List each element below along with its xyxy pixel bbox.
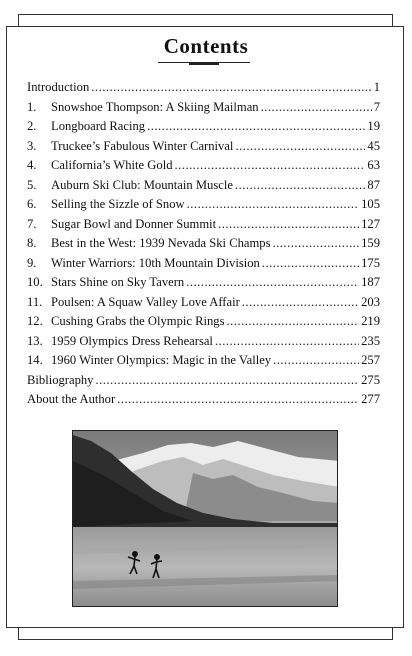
toc-entry-page: 219 [361, 314, 380, 328]
toc-entry-page: 275 [361, 372, 380, 387]
dot-leader [272, 236, 359, 251]
toc-entry-title: 1959 Olympics Dress Rehearsal [51, 333, 213, 348]
toc-entry [27, 217, 380, 237]
toc-entry-number: 4. [27, 158, 37, 172]
dot-leader [187, 197, 359, 212]
toc-entry-title: Bibliography [27, 372, 94, 387]
toc-entry [27, 197, 380, 217]
toc-entry-number: 1. [27, 99, 37, 114]
toc-entry-number: 7. [27, 216, 37, 231]
dot-leader [235, 178, 365, 193]
toc-entry-number: 2. [27, 119, 37, 133]
toc-entry-page: 235 [361, 333, 380, 348]
toc-entry [27, 80, 380, 100]
dot-leader [95, 373, 359, 388]
toc-entry-title: 1960 Winter Olympics: Magic in the Valley [51, 353, 272, 367]
toc-entry-page: 203 [361, 294, 380, 309]
toc-entry-title: Best in the West: 1939 Nevada Ski Champs [51, 236, 271, 250]
toc-entry-page: 7 [373, 99, 380, 114]
toc-entry-number: 5. [27, 177, 37, 192]
toc-entry-title: Winter Warriors: 10th Mountain Division [51, 255, 260, 270]
toc-entry-title: Stars Shine on Sky Tavern [51, 275, 185, 289]
toc-entry-title: Truckee’s Fabulous Winter Carnival [51, 138, 234, 153]
dot-leader [91, 80, 371, 95]
toc-entry-number: 8. [27, 236, 37, 250]
toc-entry-page: 63 [367, 158, 380, 172]
toc-entry [27, 236, 380, 256]
toc-entry-title: Cushing Grabs the Olympic Rings [51, 314, 225, 328]
toc-entry-title: Auburn Ski Club: Mountain Muscle [51, 177, 233, 192]
toc-entry-number: 9. [27, 255, 37, 270]
dot-leader [117, 392, 359, 407]
dot-leader [215, 334, 359, 349]
photo-image [73, 431, 338, 607]
toc-entry-page: 175 [361, 255, 380, 270]
toc-entry-page: 1 [373, 80, 380, 94]
toc-entry-number: 10. [27, 275, 43, 289]
toc-entry-title: Longboard Racing [51, 119, 146, 133]
toc-entry [27, 100, 380, 120]
toc-entry [27, 314, 380, 334]
toc-entry-page: 159 [361, 236, 380, 250]
toc-entry-page: 127 [361, 216, 380, 231]
toc-entry-title: California’s White Gold [51, 158, 173, 172]
toc-entry [27, 158, 380, 178]
dot-leader [262, 256, 359, 271]
toc-entry [27, 178, 380, 198]
toc-entry [27, 256, 380, 276]
toc-entry-title: Snowshoe Thompson: A Skiing Mailman [51, 99, 259, 114]
toc-entry-page: 187 [361, 275, 380, 289]
toc-entry-number: 12. [27, 314, 43, 328]
dot-leader [147, 119, 365, 134]
dot-leader [242, 295, 359, 310]
dot-leader [235, 139, 365, 154]
toc-entry [27, 392, 380, 412]
toc-entry-page: 105 [361, 197, 380, 211]
toc-entry-page: 87 [367, 177, 380, 192]
toc-entry [27, 275, 380, 295]
toc-entry-title: Selling the Sizzle of Snow [51, 197, 185, 211]
toc-entry-title: Introduction [27, 80, 90, 94]
dot-leader [227, 314, 360, 329]
toc-entry-page: 45 [367, 138, 380, 153]
toc-entry [27, 139, 380, 159]
toc-entry-page: 19 [367, 119, 380, 133]
toc-entry [27, 353, 380, 373]
toc-entry-number: 11. [27, 294, 43, 309]
toc-entry-title: Sugar Bowl and Donner Summit [51, 216, 217, 231]
toc-entry-title: Poulsen: A Squaw Valley Love Affair [51, 294, 240, 309]
table-of-contents [27, 80, 380, 412]
toc-entry [27, 334, 380, 354]
dot-leader [186, 275, 359, 290]
toc-entry-title: About the Author [27, 392, 116, 406]
dot-leader [261, 100, 372, 115]
toc-entry-number: 6. [27, 197, 37, 211]
title-bar [189, 62, 219, 65]
toc-entry-number: 13. [27, 333, 43, 348]
toc-entry [27, 295, 380, 315]
dot-leader [175, 158, 366, 173]
dot-leader [273, 353, 359, 368]
skaters-photo [72, 430, 338, 607]
toc-entry [27, 119, 380, 139]
toc-entry [27, 373, 380, 393]
page-title: Contents [163, 34, 249, 58]
toc-entry-number: 14. [27, 353, 43, 367]
dot-leader [218, 217, 359, 232]
toc-entry-page: 257 [361, 353, 380, 367]
toc-entry-page: 277 [361, 392, 380, 406]
toc-entry-number: 3. [27, 138, 37, 153]
